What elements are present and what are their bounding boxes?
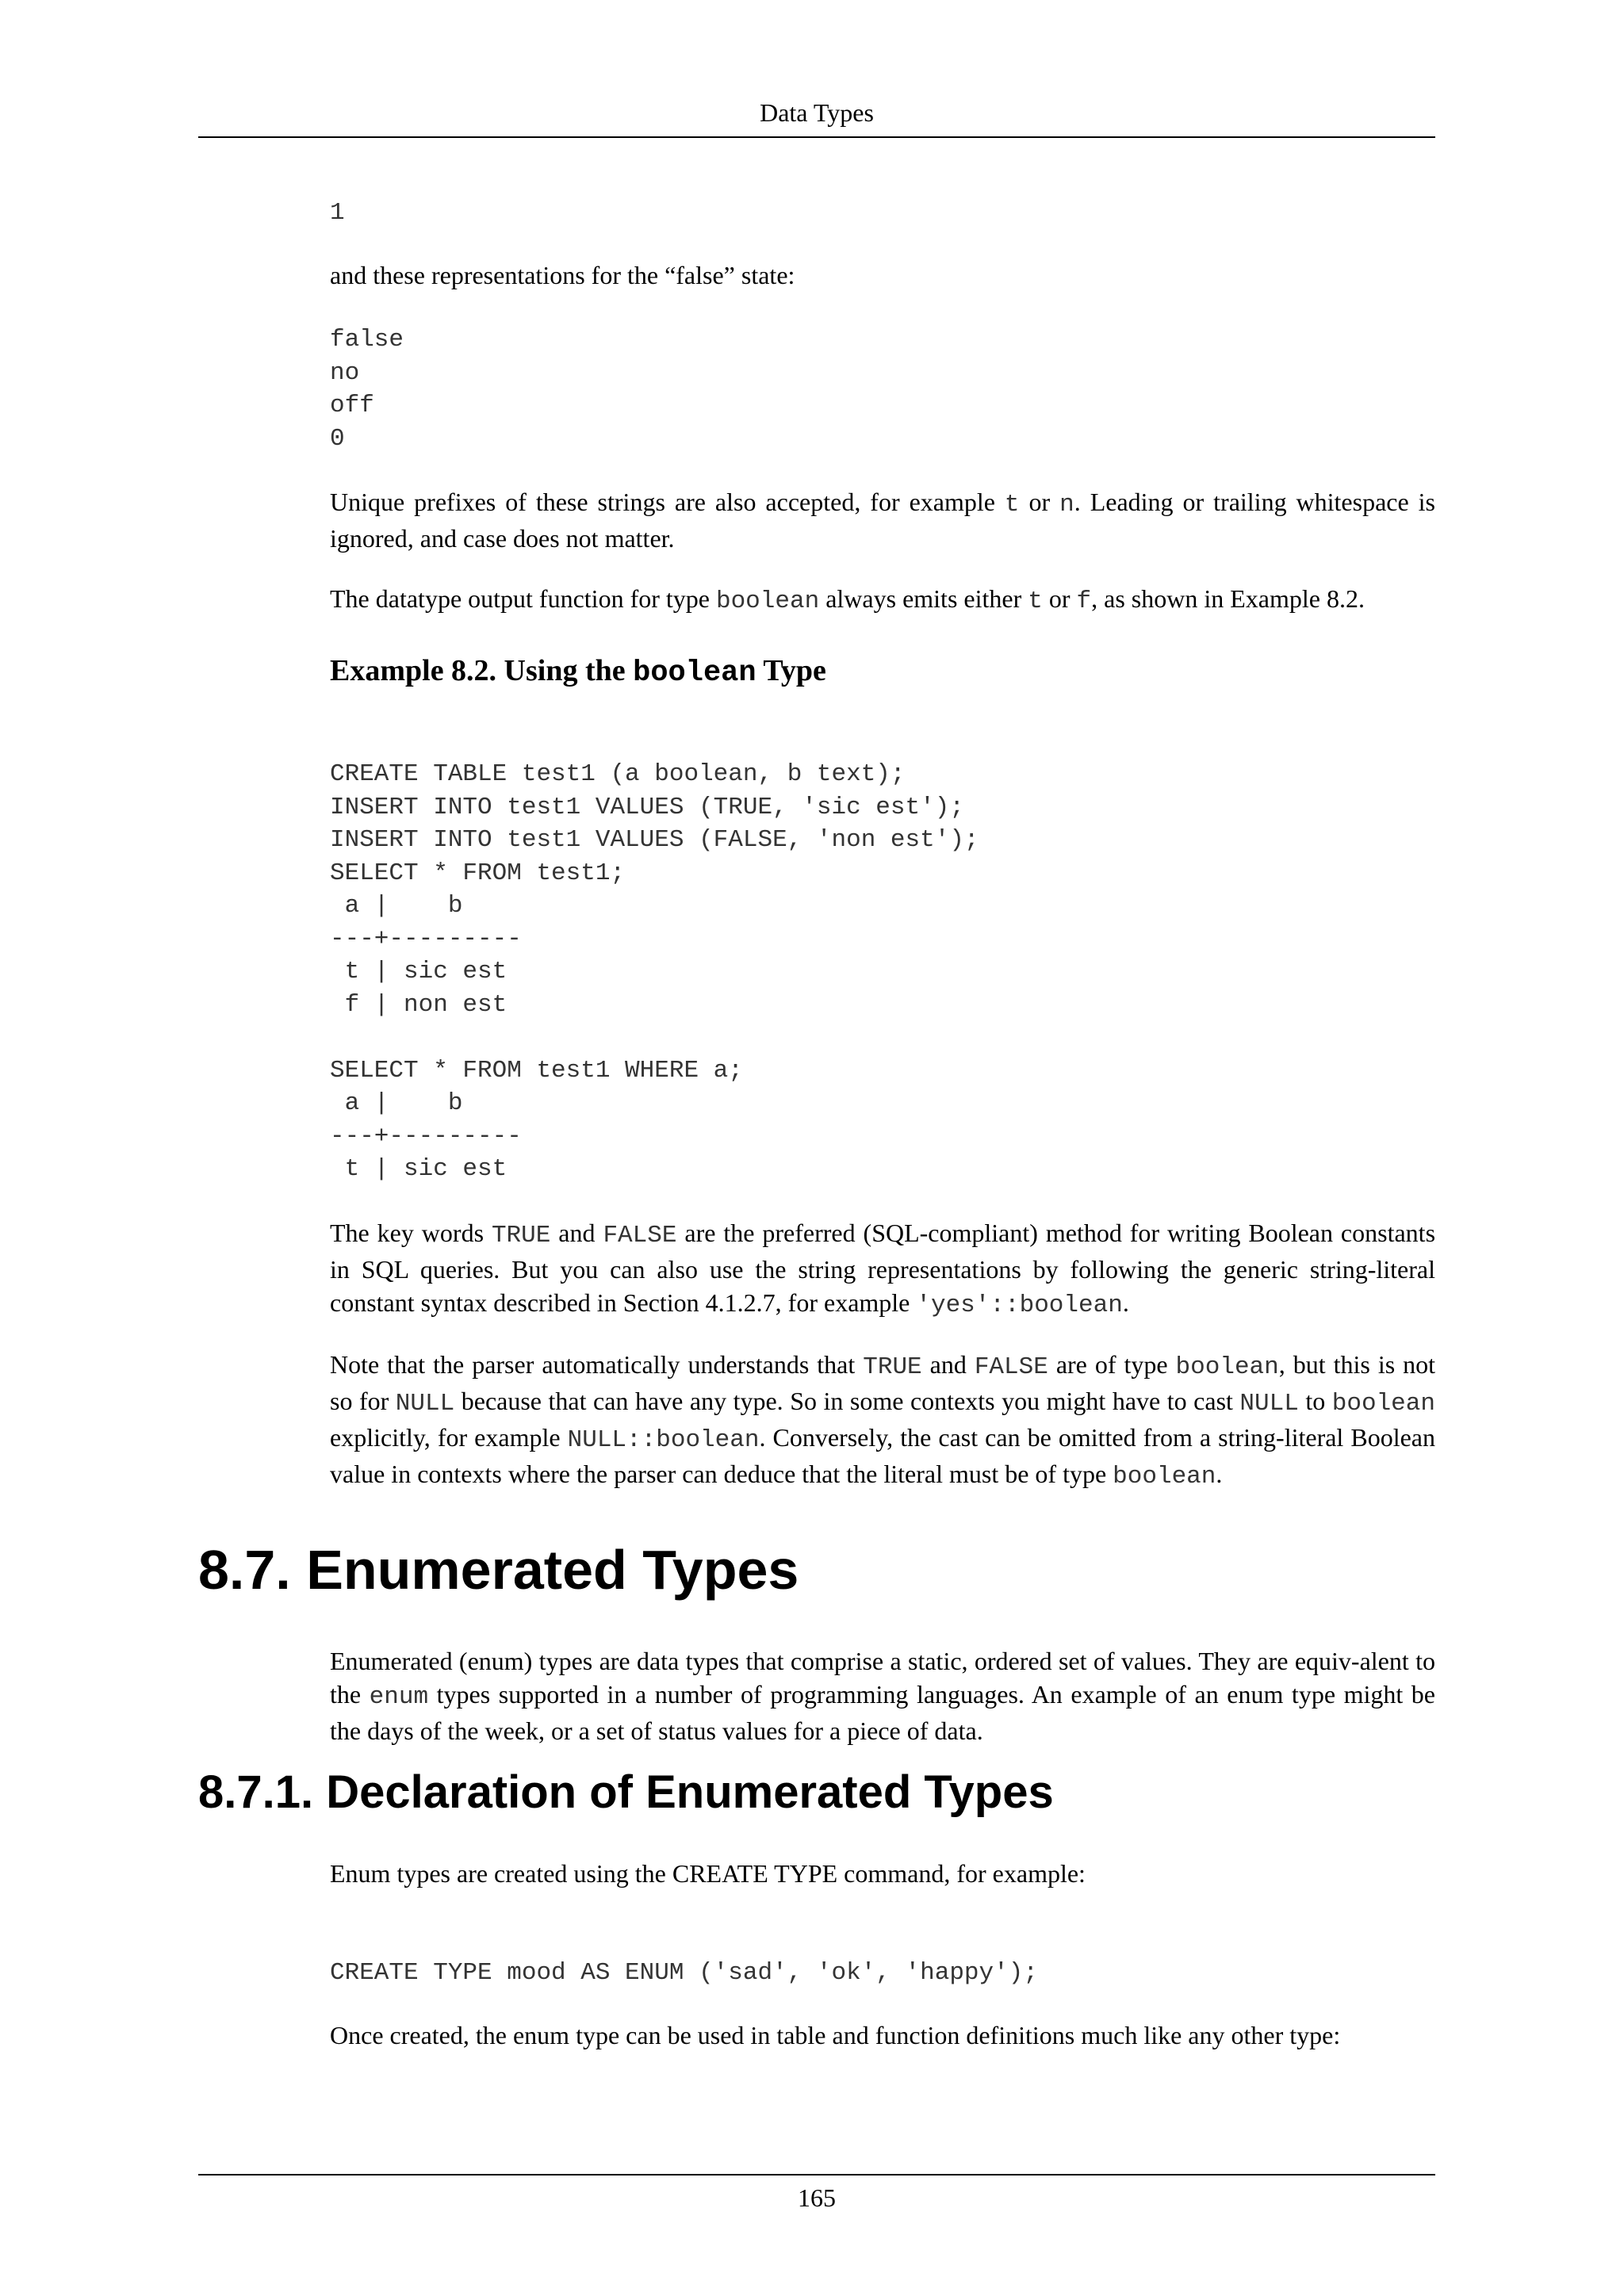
inline-code: t [1028,587,1043,615]
false-values-list: false no off 0 [330,326,404,453]
example-title [330,652,1435,692]
text-run: explicitly, for example [330,1423,568,1452]
text-run: The key words [330,1219,492,1247]
text-run: to [1298,1387,1332,1415]
inline-code: TRUE [491,1222,551,1249]
inline-code: boolean [1331,1390,1435,1418]
enum-usage-paragraph: Once created, the enum type can be used in table and function definitions much like any other type: [330,2021,1341,2049]
inline-code: n [1059,491,1074,519]
false-intro-paragraph: and these representations for the “false” state: [330,261,795,289]
inline-code: FALSE [974,1353,1048,1381]
output-function-paragraph [330,582,1435,618]
text-run: Note that the parser automatically understands that [330,1350,864,1379]
text-run: The datatype output function for type [330,584,716,613]
example-code-block: CREATE TABLE test1 (a boolean, b text); INSERT INTO test1 VALUES (TRUE, 'sic est'); INSERT INTO test1 VALUES (FALSE, 'non est'); SELECT * FROM test1; a | b ---+--------- t | sic est f | non est SELECT * FROM test1 WHERE a; a | b ---+--------- t | sic est [330,760,979,1183]
text-run: or [1019,488,1060,516]
text-run: and [550,1219,603,1247]
text-run: types supported in a number of programming languages. An example of an enum type might be the days of the week, or a set of status values for a piece of data. [330,1680,1436,1745]
running-header: Data Types [760,98,874,127]
text-run: . Leading or trailing whitespace is ignored, and case does not matter. [330,488,1435,553]
create-type-intro-paragraph: Enum types are created using the CREATE TYPE command, for example: [330,1859,1086,1888]
text-run: are of type [1048,1350,1176,1379]
create-type-code: CREATE TYPE mood AS ENUM ('sad', 'ok', 'happy'); [330,1959,1038,1987]
text-run: , but this is not so for [330,1350,1436,1415]
prefixes-paragraph [330,485,1435,555]
inline-code: boolean [715,587,820,615]
keywords-paragraph [330,1216,1435,1322]
inline-code: f [1076,587,1092,615]
inline-code: NULL::boolean [567,1426,760,1454]
inline-code: NULL [1239,1390,1299,1418]
enum-intro-paragraph [330,1644,1435,1747]
inline-code: 'yes'::boolean [916,1292,1123,1319]
inline-code: boolean [633,656,756,690]
inline-code: enum [369,1683,429,1711]
inline-code: boolean [1113,1463,1216,1490]
section-heading-8-7: 8.7. Enumerated Types [198,1539,799,1601]
text-run: Unique prefixes of these strings are also accepted, for example [330,488,1005,516]
true-list-tail: 1 [330,199,345,227]
page-number: 165 [798,2183,836,2212]
inline-code: FALSE [603,1222,677,1249]
text-run: , as shown in Example 8.2. [1091,584,1365,613]
text-run: . [1216,1460,1223,1488]
parser-paragraph [330,1348,1435,1494]
text-run: Enumerated (enum) types are data types that comprise a static, ordered set of values. They are equiv-alent to the [330,1647,1435,1709]
footer-rule [198,2174,1435,2175]
inline-code: boolean [1175,1353,1279,1381]
inline-code: NULL [395,1390,455,1418]
text-run: or [1042,584,1077,613]
header-rule [198,136,1435,138]
text-run: . [1122,1288,1129,1317]
text-run: always emits either [819,584,1028,613]
text-run: because that can have any type. So in some contexts you might have to cast [454,1387,1240,1415]
text-run: Type [756,654,826,687]
section-heading-8-7-1: 8.7.1. Declaration of Enumerated Types [198,1766,1054,1818]
text-run: Example 8.2. Using the [330,654,634,687]
inline-code: TRUE [863,1353,922,1381]
inline-code: t [1004,491,1020,519]
text-run: and [921,1350,975,1379]
text-run: . Conversely, the cast can be omitted from a string-literal Boolean value in contexts where the parser can deduce that the literal must be of type [330,1423,1436,1488]
text-run: are the preferred (SQL-compliant) method for writing Boolean constants in SQL queries. But you can also use the string representations by following the generic string-literal constant syntax described in Section 4.1.2.7, for example [330,1219,1436,1317]
